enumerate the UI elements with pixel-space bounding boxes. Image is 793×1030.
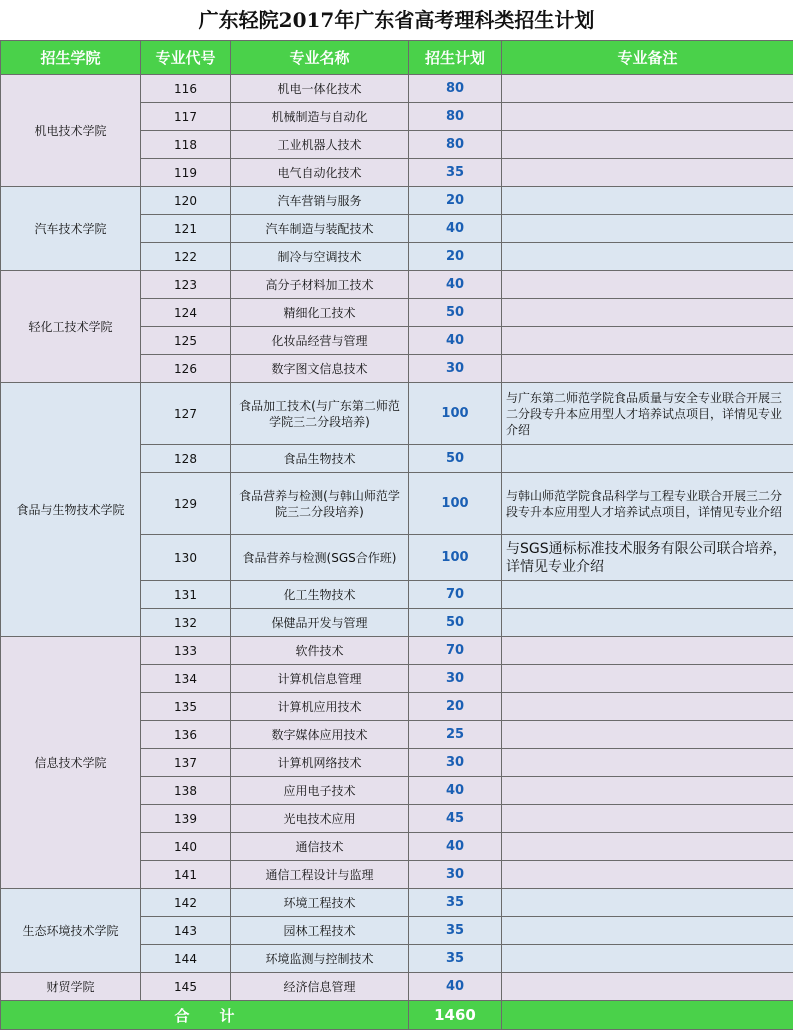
quota-cell: 100 (409, 535, 502, 581)
quota-cell: 25 (409, 721, 502, 749)
college-cell: 食品与生物技术学院 (1, 383, 141, 637)
total-value: 1460 (409, 1001, 502, 1030)
quota-cell: 40 (409, 833, 502, 861)
table-row (1, 187, 793, 215)
notes-cell (502, 75, 793, 103)
college-cell: 生态环境技术学院 (1, 889, 141, 973)
quota-cell: 50 (409, 299, 502, 327)
notes-cell (502, 445, 793, 473)
notes-cell: 与韩山师范学院食品科学与工程专业联合开展三二分段专升本应用型人才培养试点项目，详情见专业介绍 (502, 473, 793, 535)
major-cell: 食品加工技术(与广东第二师范学院三二分段培养) (231, 383, 409, 445)
header-college: 招生学院 (1, 41, 141, 75)
notes-cell (502, 973, 793, 1001)
quota-cell: 100 (409, 473, 502, 535)
code-cell: 124 (141, 299, 231, 327)
major-cell: 汽车营销与服务 (231, 187, 409, 215)
quota-cell: 35 (409, 159, 502, 187)
notes-cell (502, 637, 793, 665)
notes-cell (502, 833, 793, 861)
notes-cell (502, 805, 793, 833)
college-cell: 机电技术学院 (1, 75, 141, 187)
code-cell: 125 (141, 327, 231, 355)
code-cell: 137 (141, 749, 231, 777)
notes-cell (502, 693, 793, 721)
code-cell: 120 (141, 187, 231, 215)
code-cell: 134 (141, 665, 231, 693)
code-cell: 119 (141, 159, 231, 187)
major-cell: 化工生物技术 (231, 581, 409, 609)
code-cell: 116 (141, 75, 231, 103)
quota-cell: 35 (409, 945, 502, 973)
quota-cell: 40 (409, 777, 502, 805)
major-cell: 保健品开发与管理 (231, 609, 409, 637)
table-row (1, 973, 793, 1001)
major-cell: 制冷与空调技术 (231, 243, 409, 271)
quota-cell: 30 (409, 861, 502, 889)
major-cell: 汽车制造与装配技术 (231, 215, 409, 243)
notes-cell (502, 861, 793, 889)
quota-cell: 50 (409, 445, 502, 473)
code-cell: 118 (141, 131, 231, 159)
quota-cell: 40 (409, 271, 502, 299)
notes-cell (502, 581, 793, 609)
enrollment-table (0, 40, 793, 1030)
college-cell: 轻化工技术学院 (1, 271, 141, 383)
notes-cell (502, 665, 793, 693)
quota-cell: 80 (409, 103, 502, 131)
quota-cell: 100 (409, 383, 502, 445)
code-cell: 117 (141, 103, 231, 131)
quota-cell: 80 (409, 131, 502, 159)
major-cell: 光电技术应用 (231, 805, 409, 833)
quota-cell: 70 (409, 637, 502, 665)
code-cell: 131 (141, 581, 231, 609)
major-cell: 食品生物技术 (231, 445, 409, 473)
code-cell: 130 (141, 535, 231, 581)
major-cell: 计算机网络技术 (231, 749, 409, 777)
code-cell: 143 (141, 917, 231, 945)
quota-cell: 20 (409, 187, 502, 215)
major-cell: 精细化工技术 (231, 299, 409, 327)
major-cell: 应用电子技术 (231, 777, 409, 805)
table-row (1, 889, 793, 917)
major-cell: 数字图文信息技术 (231, 355, 409, 383)
notes-cell (502, 777, 793, 805)
total-row (1, 1001, 793, 1030)
notes-cell (502, 749, 793, 777)
major-cell: 食品营养与检测(SGS合作班) (231, 535, 409, 581)
quota-cell: 20 (409, 693, 502, 721)
notes-cell (502, 215, 793, 243)
code-cell: 138 (141, 777, 231, 805)
table-header-row (1, 41, 793, 75)
major-cell: 软件技术 (231, 637, 409, 665)
major-cell: 计算机应用技术 (231, 693, 409, 721)
table-body (1, 75, 793, 1001)
quota-cell: 80 (409, 75, 502, 103)
quota-cell: 50 (409, 609, 502, 637)
major-cell: 环境工程技术 (231, 889, 409, 917)
notes-cell (502, 299, 793, 327)
quota-cell: 35 (409, 917, 502, 945)
code-cell: 139 (141, 805, 231, 833)
major-cell: 食品营养与检测(与韩山师范学院三二分段培养) (231, 473, 409, 535)
major-cell: 通信技术 (231, 833, 409, 861)
college-cell: 汽车技术学院 (1, 187, 141, 271)
code-cell: 140 (141, 833, 231, 861)
header-notes: 专业备注 (502, 41, 793, 75)
major-cell: 通信工程设计与监理 (231, 861, 409, 889)
notes-cell (502, 327, 793, 355)
major-cell: 环境监测与控制技术 (231, 945, 409, 973)
college-cell: 信息技术学院 (1, 637, 141, 889)
major-cell: 经济信息管理 (231, 973, 409, 1001)
notes-cell (502, 609, 793, 637)
quota-cell: 40 (409, 327, 502, 355)
code-cell: 132 (141, 609, 231, 637)
quota-cell: 30 (409, 749, 502, 777)
code-cell: 127 (141, 383, 231, 445)
notes-cell (502, 945, 793, 973)
table-row (1, 75, 793, 103)
code-cell: 145 (141, 973, 231, 1001)
header-code: 专业代号 (141, 41, 231, 75)
quota-cell: 20 (409, 243, 502, 271)
table-row (1, 383, 793, 445)
notes-cell (502, 159, 793, 187)
notes-cell (502, 355, 793, 383)
code-cell: 121 (141, 215, 231, 243)
major-cell: 机电一体化技术 (231, 75, 409, 103)
notes-cell (502, 917, 793, 945)
page-title: 广东轻院2017年广东省高考理科类招生计划 (198, 8, 595, 32)
major-cell: 机械制造与自动化 (231, 103, 409, 131)
code-cell: 141 (141, 861, 231, 889)
header-major: 专业名称 (231, 41, 409, 75)
code-cell: 144 (141, 945, 231, 973)
code-cell: 136 (141, 721, 231, 749)
quota-cell: 45 (409, 805, 502, 833)
notes-cell: 与SGS通标标准技术服务有限公司联合培养，详情见专业介绍 (502, 535, 793, 581)
notes-cell (502, 187, 793, 215)
major-cell: 园林工程技术 (231, 917, 409, 945)
code-cell: 142 (141, 889, 231, 917)
major-cell: 电气自动化技术 (231, 159, 409, 187)
major-cell: 工业机器人技术 (231, 131, 409, 159)
quota-cell: 35 (409, 889, 502, 917)
notes-cell (502, 889, 793, 917)
code-cell: 128 (141, 445, 231, 473)
notes-cell (502, 271, 793, 299)
major-cell: 化妆品经营与管理 (231, 327, 409, 355)
notes-cell (502, 721, 793, 749)
code-cell: 129 (141, 473, 231, 535)
major-cell: 高分子材料加工技术 (231, 271, 409, 299)
notes-cell (502, 131, 793, 159)
code-cell: 135 (141, 693, 231, 721)
header-quota: 招生计划 (409, 41, 502, 75)
code-cell: 122 (141, 243, 231, 271)
code-cell: 133 (141, 637, 231, 665)
table-row (1, 271, 793, 299)
quota-cell: 40 (409, 973, 502, 1001)
total-notes (502, 1001, 793, 1030)
quota-cell: 70 (409, 581, 502, 609)
notes-cell: 与广东第二师范学院食品质量与安全专业联合开展三二分段专升本应用型人才培养试点项目，详情见专业介绍 (502, 383, 793, 445)
code-cell: 126 (141, 355, 231, 383)
major-cell: 计算机信息管理 (231, 665, 409, 693)
quota-cell: 40 (409, 215, 502, 243)
total-label: 合 计 (1, 1001, 409, 1030)
major-cell: 数字媒体应用技术 (231, 721, 409, 749)
quota-cell: 30 (409, 665, 502, 693)
notes-cell (502, 243, 793, 271)
notes-cell (502, 103, 793, 131)
quota-cell: 30 (409, 355, 502, 383)
table-row (1, 637, 793, 665)
code-cell: 123 (141, 271, 231, 299)
college-cell: 财贸学院 (1, 973, 141, 1001)
